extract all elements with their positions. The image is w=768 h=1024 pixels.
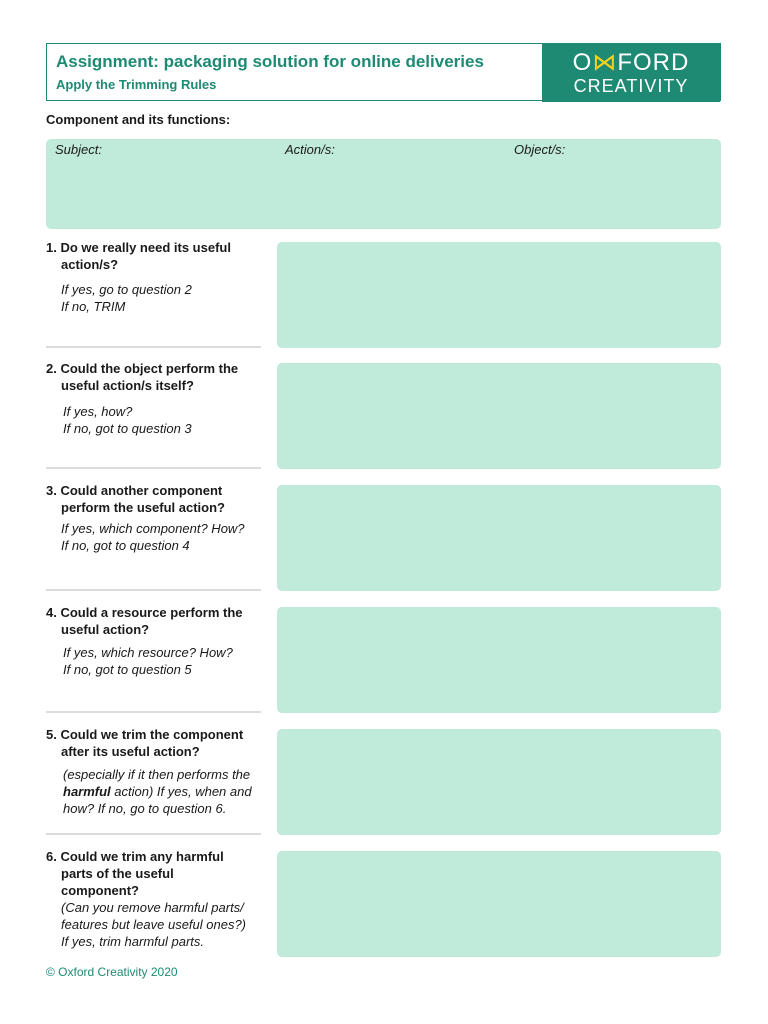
question-4: [46, 604, 261, 678]
answer-box-1[interactable]: [277, 242, 721, 348]
answer-box-5[interactable]: [277, 729, 721, 835]
logo-letter-o: O: [572, 49, 593, 76]
question-note: If no, got to question 5: [63, 662, 192, 677]
header-banner: [46, 43, 721, 101]
question-1: [46, 239, 261, 315]
question-note: [63, 766, 261, 817]
question-note-text: action) If yes, when and how? If no, go to question 6.: [63, 784, 252, 816]
page-subtitle: Apply the Trimming Rules: [56, 77, 217, 92]
question-note: If yes, trim harmful parts.: [61, 934, 205, 949]
question-note: If yes, go to question 2: [61, 282, 192, 297]
answer-box-3[interactable]: [277, 485, 721, 591]
question-note: If no, got to question 4: [61, 538, 190, 553]
oxford-creativity-logo: [542, 44, 720, 102]
question-title: 1. Do we really need its useful action/s?: [46, 240, 231, 272]
subject-label: Subject:: [55, 142, 102, 157]
page-title: Assignment: packaging solution for online deliveries: [56, 52, 484, 71]
question-note: If no, TRIM: [61, 299, 126, 314]
divider: [46, 711, 261, 713]
logo-wordmark-bottom: CREATIVITY: [573, 76, 689, 96]
answer-box-4[interactable]: [277, 607, 721, 713]
divider: [46, 346, 261, 348]
question-title: 5. Could we trim the component after its useful action?: [46, 727, 244, 759]
question-note: If yes, which component? How?: [61, 521, 245, 536]
answer-box-2[interactable]: [277, 363, 721, 469]
question-6: [46, 848, 261, 950]
action-label: Action/s:: [285, 142, 335, 157]
component-section-label: Component and its functions:: [46, 112, 231, 127]
logo-wordmark-top: [542, 50, 720, 76]
object-label: Object/s:: [514, 142, 566, 157]
question-note-text: (especially if it then performs the: [63, 767, 251, 782]
question-note: (Can you remove harmful parts/ features but leave useful ones?): [61, 900, 247, 932]
question-note: If yes, how?: [63, 404, 133, 419]
logo-letters-ford: FORD: [617, 49, 690, 76]
question-3: [46, 482, 261, 554]
question-2: [46, 360, 261, 437]
question-note: If no, got to question 3: [63, 421, 192, 436]
answer-box-6[interactable]: [277, 851, 721, 957]
divider: [46, 589, 261, 591]
question-title: 3. Could another component perform the useful action?: [46, 483, 225, 515]
harmful-emphasis: harmful: [63, 784, 111, 799]
component-input-box[interactable]: [46, 139, 721, 229]
question-title: 6. Could we trim any harmful parts of the useful component?: [46, 849, 224, 898]
question-title: 2. Could the object perform the useful action/s itself?: [46, 361, 239, 393]
bow-tie-icon: ⋈: [592, 49, 618, 76]
divider: [46, 467, 261, 469]
question-5: [46, 726, 261, 817]
divider: [46, 833, 261, 835]
question-title: 4. Could a resource perform the useful action?: [46, 605, 243, 637]
copyright-footer: © Oxford Creativity 2020: [46, 965, 178, 979]
question-note: If yes, which resource? How?: [63, 645, 233, 660]
